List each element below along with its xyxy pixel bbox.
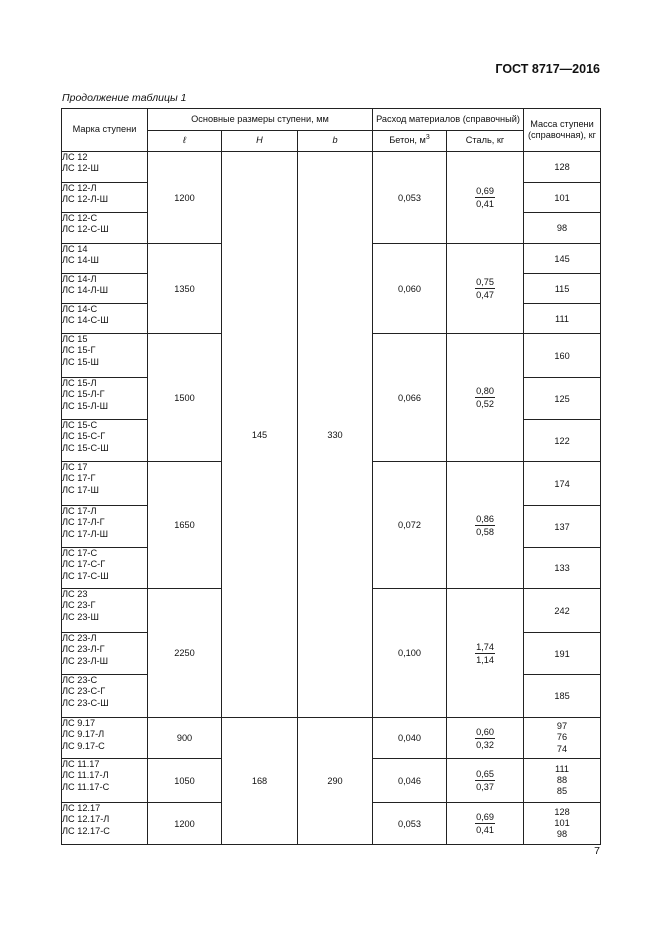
- mark-cell: ЛС 17 ЛС 17-Г ЛС 17-Ш: [62, 462, 148, 506]
- table-row: [62, 152, 601, 183]
- steel-value-bottom: 0,41: [476, 199, 494, 209]
- mark-cell: ЛС 11.17 ЛС 11.17-Л ЛС 11.17-С: [62, 759, 148, 803]
- mark-cell: ЛС 9.17 ЛС 9.17-Л ЛС 9.17-С: [62, 718, 148, 759]
- mark-cell: ЛС 17-С ЛС 17-С-Г ЛС 17-С-Ш: [62, 548, 148, 589]
- mark-cell: ЛС 14-С ЛС 14-С-Ш: [62, 304, 148, 334]
- mass-cell: 133: [524, 548, 601, 589]
- mass-cell: 98: [524, 213, 601, 244]
- mass-cell: 128 101 98: [524, 803, 601, 845]
- standard-number: ГОСТ 8717—2016: [495, 62, 600, 76]
- header-dimensions: Основные размеры ступени, мм: [148, 109, 373, 131]
- header-mass: Масса ступени (справочная), кг: [524, 109, 601, 152]
- length-cell: 2250: [148, 589, 222, 718]
- concrete-cell: 0,066: [373, 334, 447, 462]
- concrete-cell: 0,060: [373, 244, 447, 334]
- steel-value-top: 0,80: [476, 386, 494, 396]
- mark-cell: ЛС 23-С ЛС 23-С-Г ЛС 23-С-Ш: [62, 675, 148, 718]
- length-cell: 1350: [148, 244, 222, 334]
- mark-cell: ЛС 12 ЛС 12-Ш: [62, 152, 148, 183]
- table-row: [62, 718, 601, 759]
- steel-value-bottom: 0,58: [476, 526, 494, 537]
- mass-cell: 101: [524, 183, 601, 213]
- concrete-cell: 0,040: [373, 718, 447, 759]
- steel-fraction: [475, 811, 495, 836]
- mass-cell: 111: [524, 304, 601, 334]
- header-h: H: [222, 131, 298, 152]
- mark-cell: ЛС 23-Л ЛС 23-Л-Г ЛС 23-Л-Ш: [62, 633, 148, 675]
- steel-fraction: [475, 185, 495, 210]
- mass-cell: 145: [524, 244, 601, 274]
- mark-cell: ЛС 12-С ЛС 12-С-Ш: [62, 213, 148, 244]
- mass-cell: 174: [524, 462, 601, 506]
- page-number: 7: [594, 845, 600, 857]
- width-cell: 330: [298, 152, 373, 718]
- steel-value-bottom: 0,47: [476, 290, 494, 300]
- mass-cell: 122: [524, 420, 601, 462]
- steel-cell: [447, 803, 524, 845]
- length-cell: 1500: [148, 334, 222, 462]
- steel-value-bottom: 0,41: [476, 825, 494, 835]
- mass-cell: 160: [524, 334, 601, 378]
- steel-value-bottom: 0,32: [476, 739, 494, 750]
- steel-fraction: [475, 276, 495, 301]
- mark-cell: ЛС 14 ЛС 14-Ш: [62, 244, 148, 274]
- steel-value-bottom: 0,52: [476, 399, 494, 409]
- header-materials: Расход материалов (справочный): [373, 109, 524, 131]
- concrete-cell: 0,053: [373, 152, 447, 244]
- table-caption: Продолжение таблицы 1: [62, 92, 187, 104]
- materials-table: [61, 108, 601, 845]
- steel-value-top: 0,75: [476, 277, 494, 287]
- width-cell: 290: [298, 718, 373, 845]
- header-steel: Сталь, кг: [447, 131, 524, 152]
- steel-value-bottom: 0,37: [476, 782, 494, 792]
- steel-value-top: 1,74: [476, 641, 494, 652]
- mark-cell: ЛС 15-Л ЛС 15-Л-Г ЛС 15-Л-Ш: [62, 378, 148, 420]
- steel-fraction: [475, 385, 495, 410]
- mark-cell: ЛС 15-С ЛС 15-С-Г ЛС 15-С-Ш: [62, 420, 148, 462]
- steel-value-top: 0,69: [476, 186, 494, 196]
- steel-value-top: 0,86: [476, 513, 494, 524]
- steel-fraction: [475, 641, 495, 666]
- concrete-cell: 0,046: [373, 759, 447, 803]
- steel-cell: [447, 759, 524, 803]
- steel-fraction: [475, 726, 495, 751]
- mark-cell: ЛС 12.17 ЛС 12.17-Л ЛС 12.17-С: [62, 803, 148, 845]
- steel-value-top: 0,69: [476, 812, 494, 822]
- concrete-cell: 0,053: [373, 803, 447, 845]
- steel-cell: [447, 462, 524, 589]
- steel-fraction: [475, 768, 495, 793]
- concrete-cell: 0,100: [373, 589, 447, 718]
- mass-cell: 242: [524, 589, 601, 633]
- steel-fraction: [475, 513, 495, 538]
- steel-cell: [447, 334, 524, 462]
- steel-cell: [447, 589, 524, 718]
- mass-cell: 111 88 85: [524, 759, 601, 803]
- height-cell: 168: [222, 718, 298, 845]
- length-cell: 1200: [148, 803, 222, 845]
- header-l: ℓ: [148, 131, 222, 152]
- mass-cell: 137: [524, 506, 601, 548]
- mass-cell: 115: [524, 274, 601, 304]
- mass-cell: 128: [524, 152, 601, 183]
- mark-cell: ЛС 12-Л ЛС 12-Л-Ш: [62, 183, 148, 213]
- steel-value-top: 0,65: [476, 769, 494, 779]
- mark-cell: ЛС 14-Л ЛС 14-Л-Ш: [62, 274, 148, 304]
- steel-cell: [447, 152, 524, 244]
- steel-cell: [447, 718, 524, 759]
- mark-cell: ЛС 15 ЛС 15-Г ЛС 15-Ш: [62, 334, 148, 378]
- header-b: b: [298, 131, 373, 152]
- mass-cell: 185: [524, 675, 601, 718]
- length-cell: 900: [148, 718, 222, 759]
- steel-cell: [447, 244, 524, 334]
- header-mark: Марка ступени: [62, 109, 148, 152]
- height-cell: 145: [222, 152, 298, 718]
- mark-cell: ЛС 17-Л ЛС 17-Л-Г ЛС 17-Л-Ш: [62, 506, 148, 548]
- steel-value-bottom: 1,14: [476, 654, 494, 665]
- mass-cell: 97 76 74: [524, 718, 601, 759]
- length-cell: 1050: [148, 759, 222, 803]
- length-cell: 1200: [148, 152, 222, 244]
- mass-cell: 191: [524, 633, 601, 675]
- concrete-cell: 0,072: [373, 462, 447, 589]
- mass-cell: 125: [524, 378, 601, 420]
- header-concrete: Бетон, $м^3$: [373, 131, 447, 152]
- mark-cell: ЛС 23 ЛС 23-Г ЛС 23-Ш: [62, 589, 148, 633]
- length-cell: 1650: [148, 462, 222, 589]
- steel-value-top: 0,60: [476, 726, 494, 737]
